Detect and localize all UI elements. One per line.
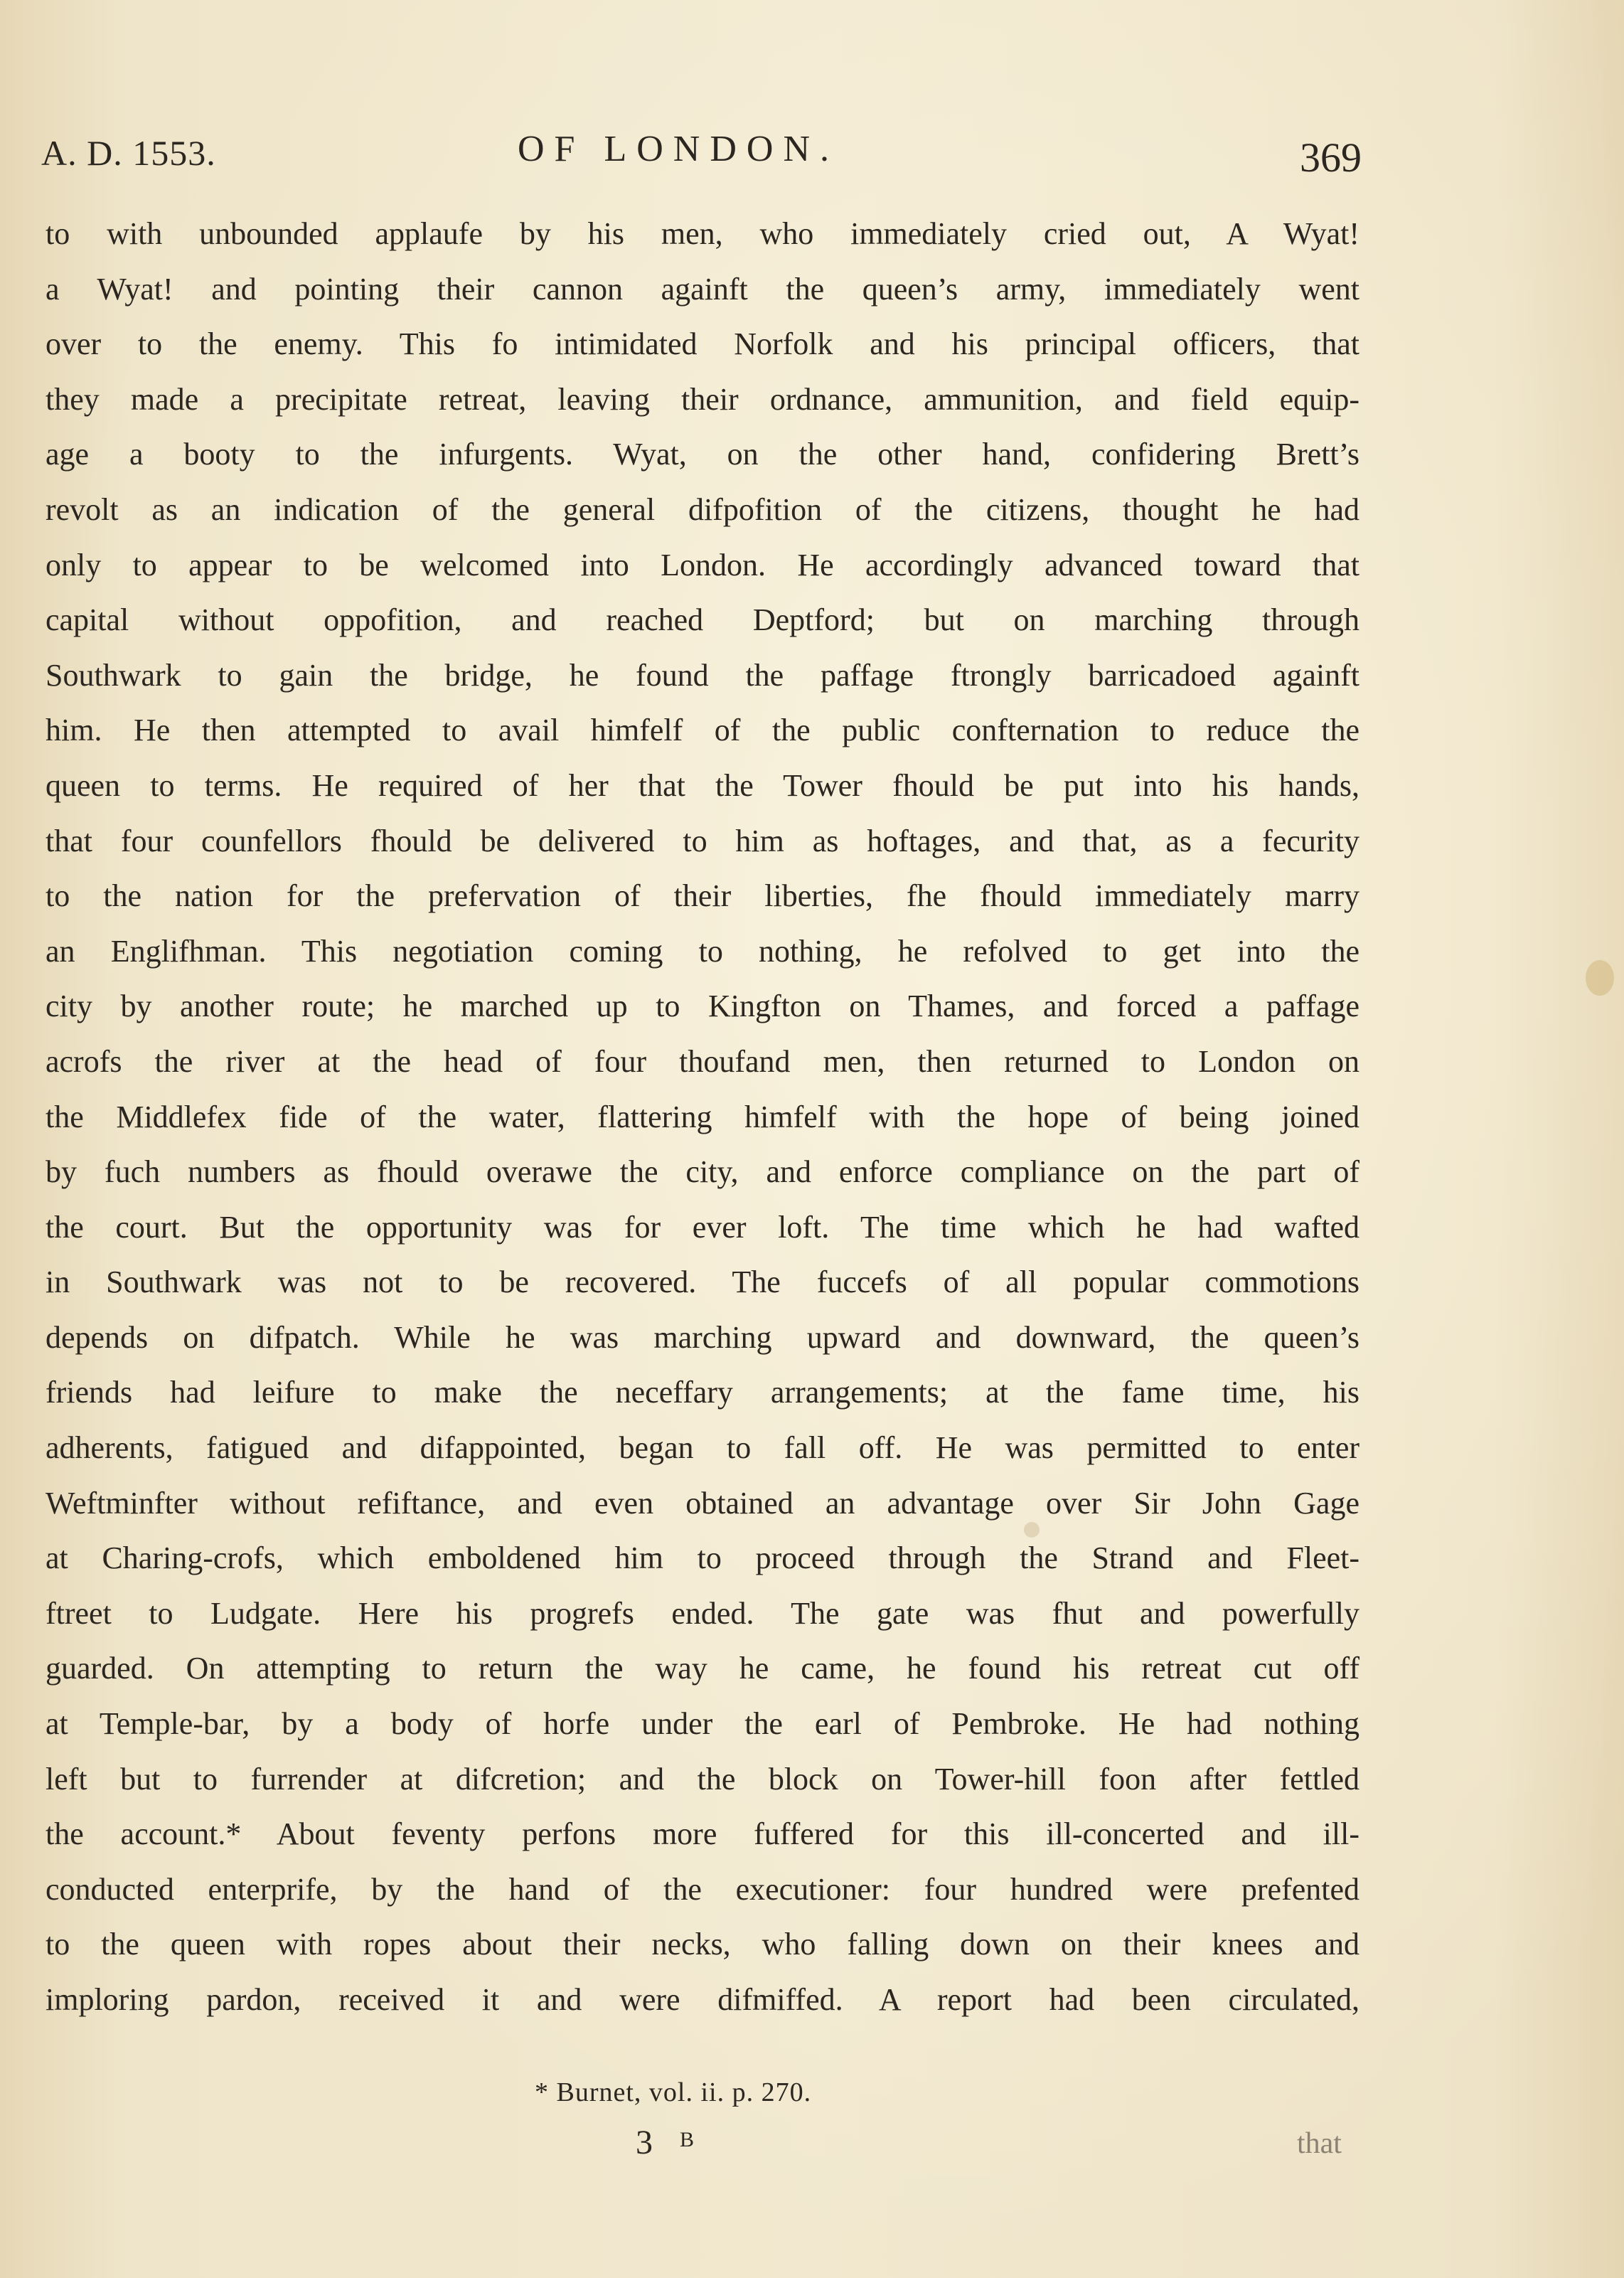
text-line: revolt as an indication of the general difpofition of the citizens, thought he had xyxy=(46,491,1359,527)
text-line: a Wyat! and pointing their cannon againft the queen’s army, immediately went xyxy=(46,271,1359,307)
text-line: to the queen with ropes about their necks, who falling down on their knees and xyxy=(46,1927,1359,1962)
text-line: guarded. On attempting to return the way he came, he found his retreat cut off xyxy=(46,1651,1359,1686)
text-line: an Englifhman. This negotiation coming to nothing, he refolved to get into the xyxy=(46,933,1359,969)
text-line: in Southwark was not to be recovered. The fuccefs of all popular commotions xyxy=(46,1265,1359,1300)
text-line: acrofs the river at the head of four thoufand men, then returned to London on xyxy=(46,1043,1359,1079)
text-line: ftreet to Ludgate. Here his progrefs ended. The gate was fhut and powerfully xyxy=(46,1595,1359,1631)
text-line: age a booty to the infurgents. Wyat, on the other hand, confidering Brett’s xyxy=(46,437,1359,472)
text-line: capital without oppofition, and reached Deptford; but on marching through xyxy=(46,602,1359,638)
signature-mark xyxy=(636,2123,694,2162)
text-line: Weftminfter without refiftance, and even obtained an advantage over Sir John Gage xyxy=(46,1485,1359,1521)
catchword: that xyxy=(1297,2127,1342,2160)
footnote: * Burnet, vol. ii. p. 270. xyxy=(535,2077,812,2107)
text-line: him. He then attempted to avail himfelf of the public confternation to reduce the xyxy=(46,713,1359,748)
text-line: imploring pardon, received it and were difmiffed. A report had been circulated, xyxy=(46,1982,1359,2017)
text-line: adherents, fatigued and difappointed, began to fall off. He was permitted to enter xyxy=(46,1430,1359,1466)
text-line: the court. But the opportunity was for ever loft. The time which he had wafted xyxy=(46,1209,1359,1245)
text-line: friends had leifure to make the neceffary arrangements; at the fame time, his xyxy=(46,1375,1359,1410)
text-line: to the nation for the prefervation of their liberties, fhe fhould immediately marry xyxy=(46,878,1359,914)
page-number: 369 xyxy=(1300,134,1362,181)
running-head xyxy=(41,128,1392,185)
text-line: the Middlefex fide of the water, flattering himfelf with the hope of being joined xyxy=(46,1099,1359,1134)
signature-letter: B xyxy=(680,2128,695,2151)
text-line: left but to furrender at difcretion; and the block on Tower-hill foon after fettled xyxy=(46,1761,1359,1797)
text-line: at Temple-bar, by a body of horfe under the earl of Pembroke. He had nothing xyxy=(46,1706,1359,1742)
running-head-title: OF LONDON. xyxy=(518,129,839,169)
text-line: over to the enemy. This fo intimidated Norfolk and his principal officers, that xyxy=(46,326,1359,362)
paper-stain xyxy=(1586,960,1614,996)
text-line: the account.* About feventy perfons more fuffered for this ill-concerted and ill- xyxy=(46,1816,1359,1852)
text-line: that four counfellors fhould be delivered to him as hoftages, and that, as a fecurity xyxy=(46,823,1359,858)
text-line: queen to terms. He required of her that the Tower fhould be put into his hands, xyxy=(46,767,1359,803)
body-text xyxy=(46,206,1359,2028)
text-line: Southwark to gain the bridge, he found the paffage ftrongly barricadoed againft xyxy=(46,657,1359,693)
text-line: city by another route; he marched up to Kingfton on Thames, and forced a paffage xyxy=(46,989,1359,1024)
text-line: to with unbounded applaufe by his men, who immediately cried out, A Wyat! xyxy=(46,216,1359,251)
text-line: they made a precipitate retreat, leaving their ordnance, ammunition, and field equip- xyxy=(46,381,1359,417)
text-line: by fuch numbers as fhould overawe the city, and enforce compliance on the part of xyxy=(46,1154,1359,1190)
text-line: conducted enterprife, by the hand of the executioner: four hundred were prefented xyxy=(46,1871,1359,1907)
text-line: only to appear to be welcomed into London. He accordingly advanced toward that xyxy=(46,547,1359,582)
running-head-date: A. D. 1553. xyxy=(41,133,216,173)
signature-number: 3 xyxy=(636,2124,653,2161)
text-line: at Charing-crofs, which emboldened him to proceed through the Strand and Fleet- xyxy=(46,1540,1359,1576)
text-line: depends on difpatch. While he was marching upward and downward, the queen’s xyxy=(46,1319,1359,1355)
